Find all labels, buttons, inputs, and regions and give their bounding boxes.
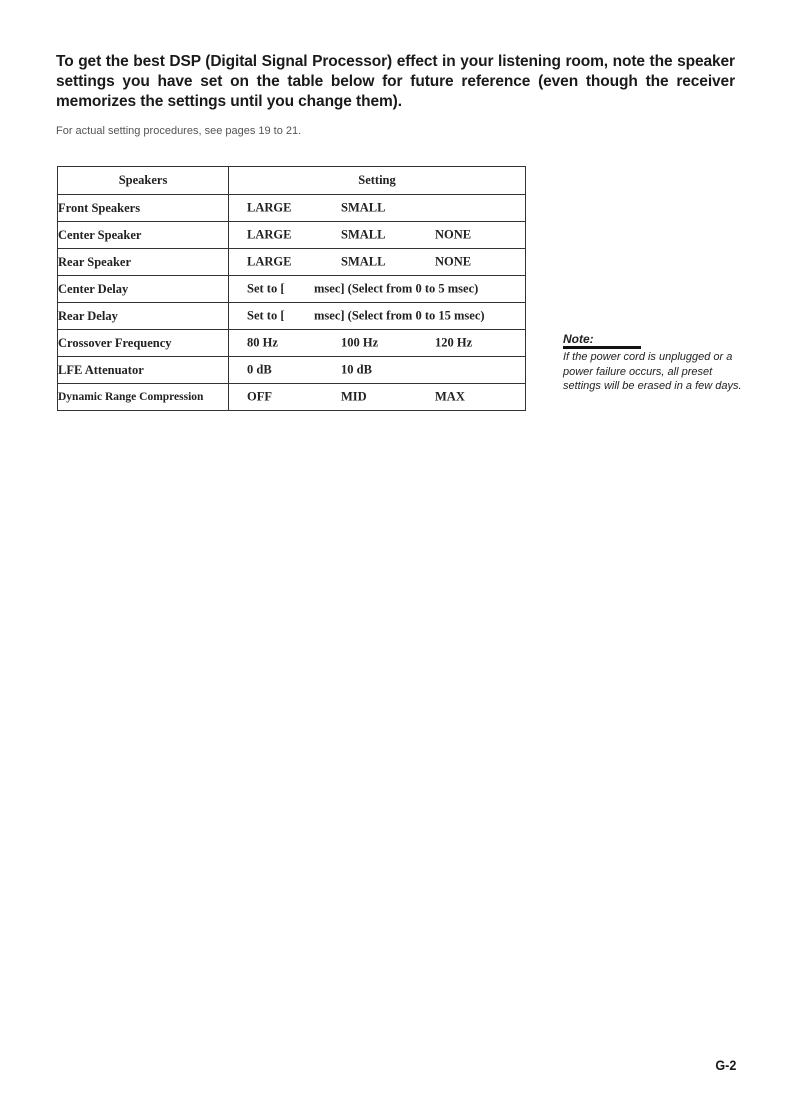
option-small: SMALL (341, 200, 386, 215)
option-large: LARGE (247, 254, 292, 269)
row-label: Dynamic Range Compression (58, 384, 229, 411)
row-options (229, 276, 526, 303)
row-options (229, 222, 526, 249)
row-label: Center Speaker (58, 222, 229, 249)
table-row-front-speakers (58, 195, 526, 222)
row-label: LFE Attenuator (58, 357, 229, 384)
row-options (229, 330, 526, 357)
table-row-center-speaker (58, 222, 526, 249)
option-off: OFF (247, 389, 272, 404)
delay-set-to: Set to [ (247, 308, 285, 323)
option-small: SMALL (341, 227, 386, 242)
page-number: G-2 (714, 1057, 736, 1073)
table-row-rear-speaker (58, 249, 526, 276)
option-100hz: 100 Hz (341, 335, 379, 350)
row-label: Rear Speaker (58, 249, 229, 276)
row-options (229, 195, 526, 222)
row-label: Crossover Frequency (58, 330, 229, 357)
row-label: Rear Delay (58, 303, 229, 330)
note-body: If the power cord is unplugged or a power failure occurs, all preset settings will be erased in a few days. (563, 351, 742, 392)
row-label: Front Speakers (58, 195, 229, 222)
row-options (229, 303, 526, 330)
option-10db: 10 dB (341, 362, 372, 377)
delay-range: msec] (Select from 0 to 15 msec) (314, 308, 485, 323)
speaker-settings-table (57, 166, 526, 411)
header-setting: Setting (229, 167, 526, 195)
delay-range: msec] (Select from 0 to 5 msec) (314, 281, 479, 296)
option-0db: 0 dB (247, 362, 272, 377)
note-title: Note: (563, 332, 641, 349)
note-box (563, 330, 743, 394)
delay-set-to: Set to [ (247, 281, 285, 296)
reference-note: For actual setting procedures, see pages 19 to 21. (56, 125, 302, 137)
intro-paragraph: To get the best DSP (Digital Signal Processor) effect in your listening room, note the speaker settings you have set on the table below for future reference (even though the receiver memorizes the settings until you change them). (56, 53, 735, 110)
table-header-row (58, 167, 526, 195)
table-row-crossover-frequency (58, 330, 526, 357)
row-options (229, 249, 526, 276)
option-none: NONE (435, 254, 472, 269)
table-row-lfe-attenuator (58, 357, 526, 384)
option-80hz: 80 Hz (247, 335, 278, 350)
option-mid: MID (341, 389, 367, 404)
row-options (229, 384, 526, 411)
table-row-dynamic-range-compression (58, 384, 526, 411)
row-options (229, 357, 526, 384)
option-none: NONE (435, 227, 472, 242)
row-label: Center Delay (58, 276, 229, 303)
table-row-center-delay (58, 276, 526, 303)
option-large: LARGE (247, 200, 292, 215)
option-max: MAX (435, 389, 465, 404)
header-speakers: Speakers (58, 167, 229, 195)
option-small: SMALL (341, 254, 386, 269)
option-large: LARGE (247, 227, 292, 242)
option-120hz: 120 Hz (435, 335, 473, 350)
table-row-rear-delay (58, 303, 526, 330)
